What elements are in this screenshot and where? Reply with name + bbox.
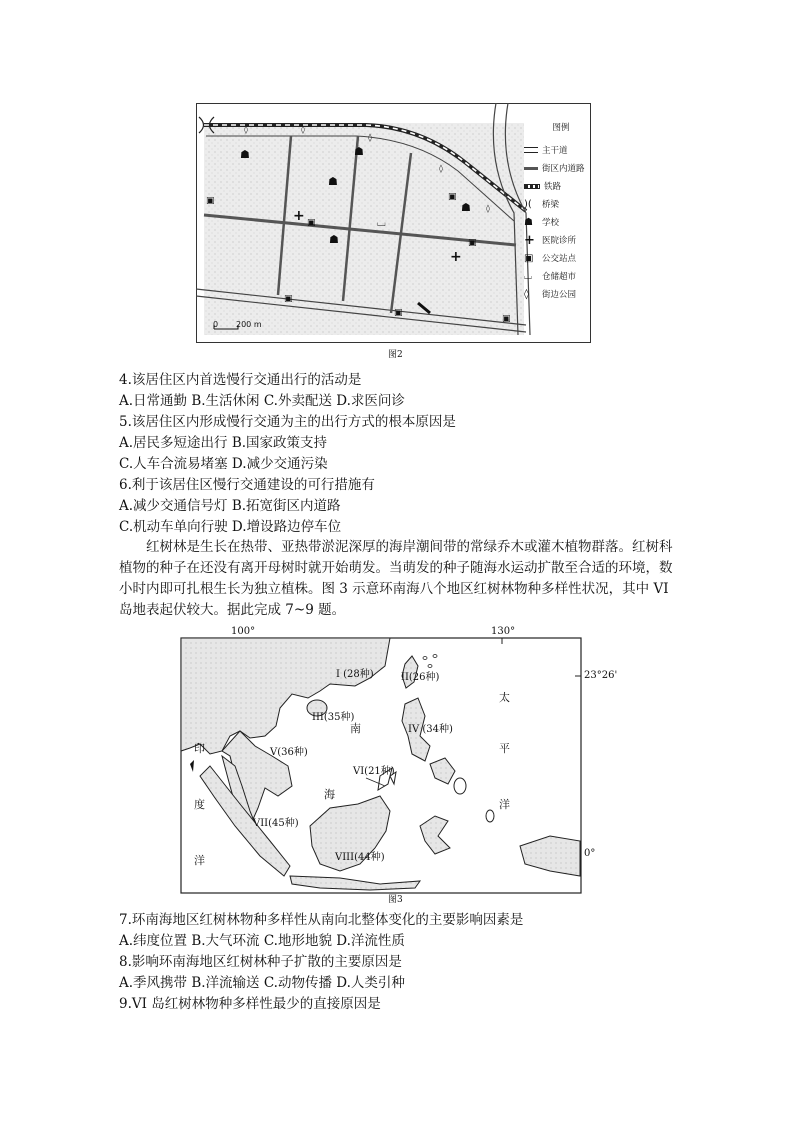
svg-text:▣: ▣ (206, 196, 215, 206)
bus-stop-icon: ▣ (524, 252, 534, 264)
region-label: VI(21种) (353, 766, 395, 777)
figure-2-legend (524, 121, 588, 303)
main-road-icon (524, 147, 538, 153)
svg-text:▣: ▣ (468, 238, 477, 248)
svg-text:☗: ☗ (240, 148, 250, 161)
question-options: A.纬度位置 B.大气环流 C.地形地貌 D.洋流性质 (119, 933, 405, 949)
railway-icon (524, 184, 540, 189)
question-line: 9.VI 岛红树林物种多样性最少的直接原因是 (119, 996, 381, 1012)
lat-equator-label: 0° (584, 848, 596, 859)
region-label: VII(45种) (253, 818, 299, 829)
question-line: 8.影响环南海地区红树林种子扩散的主要原因是 (119, 954, 402, 970)
region-label: VIII(44种) (335, 852, 385, 863)
svg-text:☗: ☗ (328, 175, 338, 188)
legend-item: 主干道 (524, 141, 588, 159)
question-options: A.季风携带 B.洋流输送 C.动物传播 D.人类引种 (119, 975, 405, 991)
lon-100-label: 100° (231, 626, 256, 637)
question-options: A.居民多短途出行 B.国家政策支持 (119, 435, 328, 451)
passage-text: 红树林是生长在热带、亚热带淤泥深厚的海岸潮间带的常绿乔木或灌木植物群落。红树科植物的种子在还没有离开母树时就开始萌发。当萌发的种子随海水运动扩散至合适的环境，数小时内即可扎根生长为独立植株。图 3 示意环南海八个地区红树林物种多样性状况，其中 VI 岛地表起伏较大。据此完成 7~9 题。 (119, 539, 673, 618)
question-line: 5.该居住区内形成慢行交通为主的出行方式的根本原因是 (119, 414, 456, 430)
svg-text:▣: ▣ (284, 294, 293, 304)
indian-label-3: 洋 (194, 854, 205, 867)
bridge-icon: )( (524, 198, 532, 210)
pacific-label-2: 平 (499, 742, 510, 755)
legend-item: ☗ 学校 (524, 216, 560, 228)
scale-label: 200 m (236, 320, 262, 329)
question-options: C.人车合流易堵塞 D.减少交通污染 (119, 456, 328, 472)
question-options: A.日常通勤 B.生活休闲 C.外卖配送 D.求医问诊 (119, 393, 405, 409)
question-line: 7.环南海地区红树林物种多样性从南向北整体变化的主要影响因素是 (119, 912, 524, 928)
figure-3-caption: 图3 (388, 895, 403, 905)
legend-item: + 医院诊所 (524, 232, 577, 248)
svg-text:+: + (293, 208, 305, 224)
region-label: III(35种) (312, 712, 355, 723)
svg-text:◊: ◊ (486, 204, 490, 213)
legend-item: ◊ 街边公园 (524, 288, 577, 300)
figure-3-svg (180, 626, 620, 906)
svg-text:☗: ☗ (461, 201, 471, 214)
map-area (196, 103, 530, 335)
figure-2-caption: 图2 (388, 350, 403, 360)
scale-zero: 0 (213, 320, 219, 329)
svg-text:◊: ◊ (301, 125, 305, 134)
region-label: IV (34种) (408, 724, 453, 735)
region-label: V(36种) (270, 747, 308, 758)
svg-text:+: + (450, 249, 462, 265)
lon-130-label: 130° (491, 626, 516, 637)
legend-item: 街区内道路 (524, 159, 588, 177)
legend-item: )( 桥梁 (524, 198, 560, 210)
park-icon: ◊ (524, 288, 529, 300)
question-options: C.机动车单向行驶 D.增设路边停车位 (119, 519, 342, 535)
svg-text:☗: ☗ (354, 145, 364, 158)
indian-label-1: 印 (194, 742, 205, 755)
svg-text:◊: ◊ (368, 133, 372, 142)
school-icon: ☗ (524, 216, 533, 228)
figure-3 (180, 626, 620, 906)
question-options: A.减少交通信号灯 B.拓宽街区内道路 (119, 498, 341, 514)
pacific-label-3: 洋 (499, 798, 510, 811)
region-label: I (28种) (336, 669, 374, 680)
legend-item: 铁路 (524, 177, 588, 195)
inner-road-icon (524, 167, 538, 170)
indian-label-2: 度 (194, 798, 205, 811)
warehouse-icon: ⌴ (524, 270, 532, 282)
svg-text:▣: ▣ (394, 308, 403, 318)
sea-label-nan: 南 (350, 722, 361, 735)
svg-text:⌴: ⌴ (377, 216, 386, 229)
pacific-label-1: 太 (499, 691, 510, 704)
question-line: 4.该居住区内首选慢行交通出行的活动是 (119, 372, 362, 388)
region-label: II(26种) (401, 672, 440, 683)
lat-tropic-label: 23°26' (584, 670, 618, 681)
legend-item: ▣ 公交站点 (524, 252, 577, 264)
question-line: 6.利于该居住区慢行交通建设的可行措施有 (119, 477, 375, 493)
svg-text:◊: ◊ (439, 164, 443, 173)
sea-label-hai: 海 (324, 788, 335, 801)
legend-item: ⌴ 仓储超市 (524, 270, 577, 282)
legend-title: 图例 (552, 123, 570, 133)
svg-text:▣: ▣ (448, 192, 457, 202)
svg-text:◊: ◊ (244, 125, 248, 134)
hospital-icon: + (524, 232, 535, 248)
svg-text:☗: ☗ (329, 233, 339, 246)
passage-paragraph (119, 537, 679, 621)
figure-2 (196, 103, 591, 343)
svg-text:▣: ▣ (307, 218, 316, 228)
svg-text:▣: ▣ (502, 314, 511, 324)
